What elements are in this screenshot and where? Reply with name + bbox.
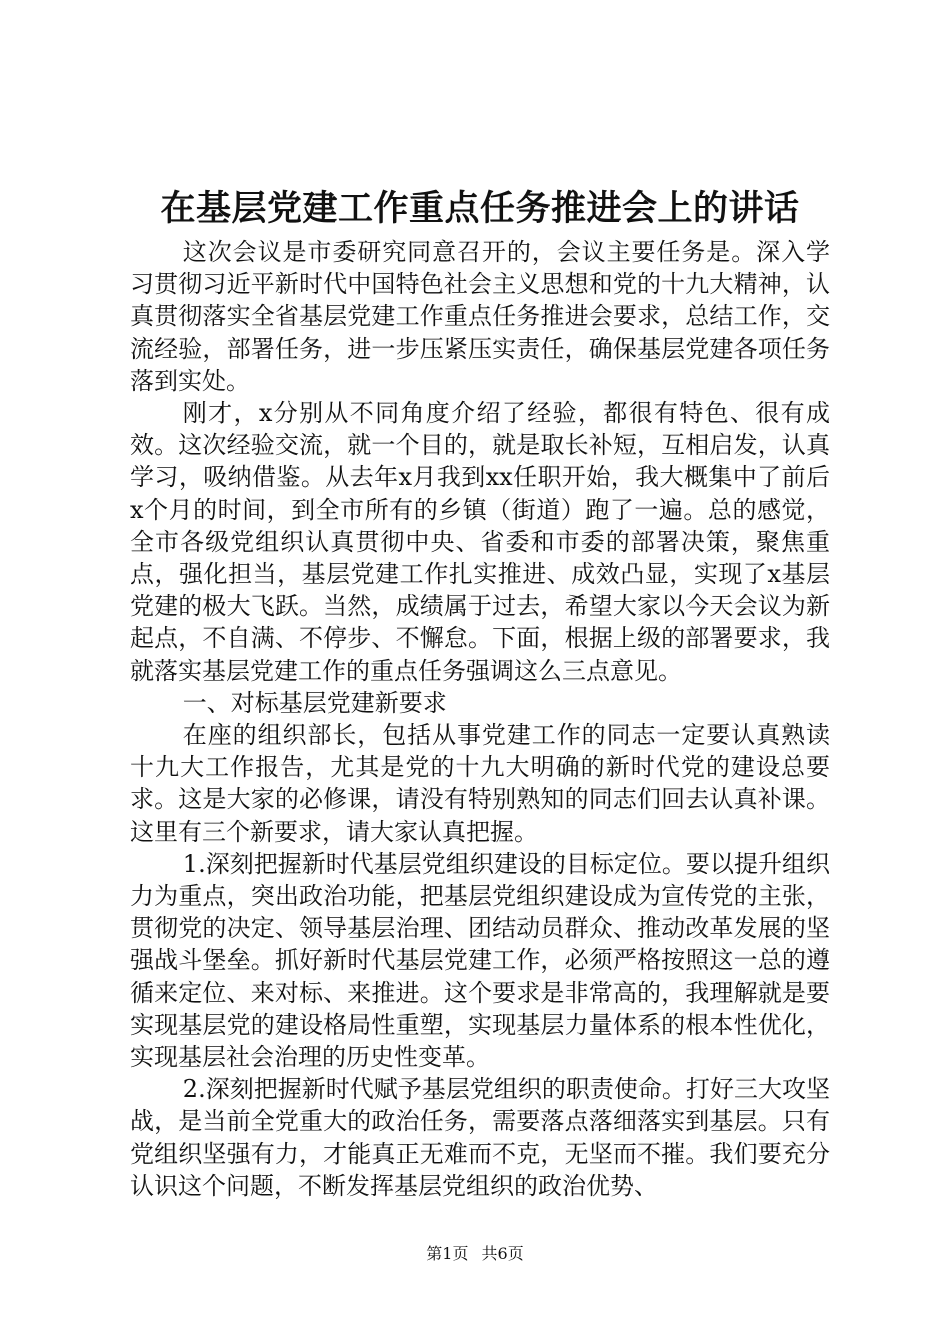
paragraph-point-2: 2.深刻把握新时代赋予基层党组织的职责使命。打好三大攻坚战，是当前全党重大的政治任务，需要落点落细落实到基层。只有党组织坚强有力，才能真正无难而不克，无坚而不摧。我们要充分认识这个问题，不断发挥基层党组织的政治优势、 (130, 1075, 830, 1200)
paragraph-requirements: 在座的组织部长，包括从事党建工作的同志一定要认真熟读十九大工作报告，尤其是党的十九大明确的新时代党的建设总要求。这是大家的必修课，请没有特别熟知的同志们回去认真补课。这里有三个新要求，请大家认真把握。 (130, 721, 830, 846)
paragraph-point-1: 1.深刻把握新时代基层党组织建设的目标定位。要以提升组织力为重点，突出政治功能，把基层党组织建设成为宣传党的主张，贯彻党的决定、领导基层治理、团结动员群众、推动改革发展的坚强战斗堡垒。抓好新时代基层党建工作，必须严格按照这一总的遵循来定位、来对标、来推进。这个要求是非常高的，我理解就是要实现基层党的建设格局性重塑，实现基层力量体系的根本性优化，实现基层社会治理的历史性变革。 (130, 849, 830, 1072)
document-title: 在基层党建工作重点任务推进会上的讲话 (160, 189, 800, 229)
document-body (130, 236, 830, 1202)
page-number: 第1页 (426, 1244, 469, 1263)
paragraph-experience: 刚才，x分别从不同角度介绍了经验，都很有特色、很有成效。这次经验交流，就一个目的，就是取长补短，互相启发，认真学习，吸纳借鉴。从去年x月我到xx任职开始，我大概集中了前后x个月的时间，到全市所有的乡镇（街道）跑了一遍。总的感觉，全市各级党组织认真贯彻中央、省委和市委的部署决策，聚焦重点，强化担当，基层党建工作扎实推进、成效凸显，实现了x基层党建的极大飞跃。当然，成绩属于过去，希望大家以今天会议为新起点，不自满、不停步、不懈怠。下面，根据上级的部署要求，我就落实基层党建工作的重点任务强调这么三点意见。 (130, 399, 830, 685)
paragraph-intro: 这次会议是市委研究同意召开的，会议主要任务是。深入学习贯彻习近平新时代中国特色社会主义思想和党的十九大精神，认真贯彻落实全省基层党建工作重点任务推进会要求，总结工作，交流经验，部署任务，进一步压紧压实责任，确保基层党建各项任务落到实处。 (130, 238, 830, 395)
page-total: 共6页 (481, 1244, 524, 1263)
page-footer (0, 1244, 950, 1264)
document-page (130, 0, 830, 1344)
section-heading-1: 一、对标基层党建新要求 (182, 688, 447, 717)
